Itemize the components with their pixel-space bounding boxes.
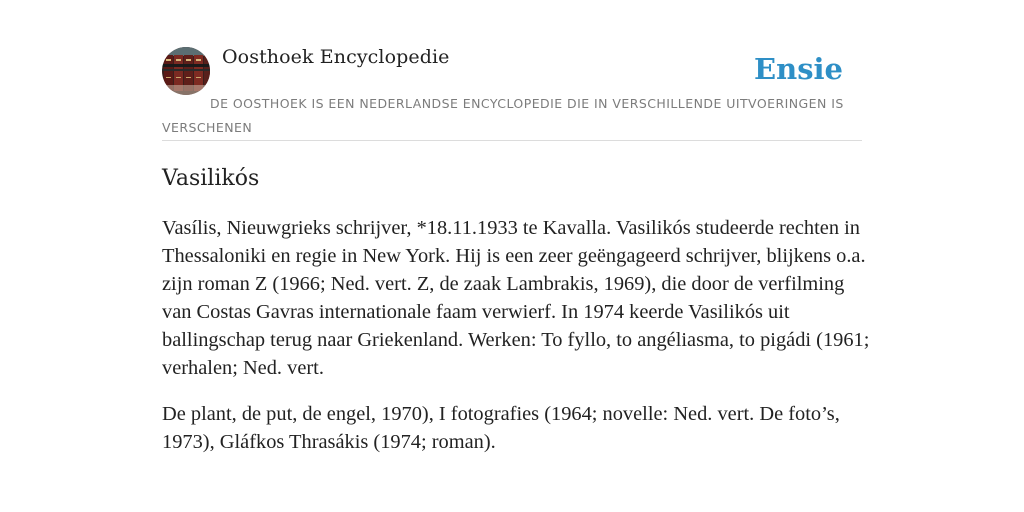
site-tagline: DE OOSTHOEK IS EEN NEDERLANDSE ENCYCLOPEDIE DIE IN VERSCHILLENDE UITVOERINGEN IS VERSCHENEN bbox=[162, 96, 844, 135]
article bbox=[162, 160, 872, 474]
site-header bbox=[162, 44, 862, 141]
article-body bbox=[162, 214, 872, 456]
page-title: Vasilikós bbox=[162, 166, 260, 191]
article-paragraph: Vasílis, Nieuwgrieks schrijver, *18.11.1933 te Kavalla. Vasilikós studeerde rechten in Thessaloniki en regie in New York. Hij is een zeer geëngageerd schrijver, blijkens o.a. zijn roman Z (1966; Ned. vert. Z, de zaak Lambrakis, 1969), die door de verfilming van Costas Gavras internationale faam verwierf. In 1974 keerde Vasilikós uit ballingschap terug naar Griekenland. Werken: To fyllo, to angéliasma, to pigádi (1961; verhalen; Ned. vert. bbox=[162, 217, 870, 379]
article-paragraph: De plant, de put, de engel, 1970), I fotografies (1964; novelle: Ned. vert. De foto’s, 1973), Gláfkos Thrasákis (1974; roman). bbox=[162, 403, 840, 453]
brand-logo-link[interactable]: Ensie bbox=[754, 52, 843, 86]
site-title[interactable]: Oosthoek Encyclopedie bbox=[222, 46, 450, 68]
encyclopedia-books-icon[interactable] bbox=[162, 47, 210, 95]
